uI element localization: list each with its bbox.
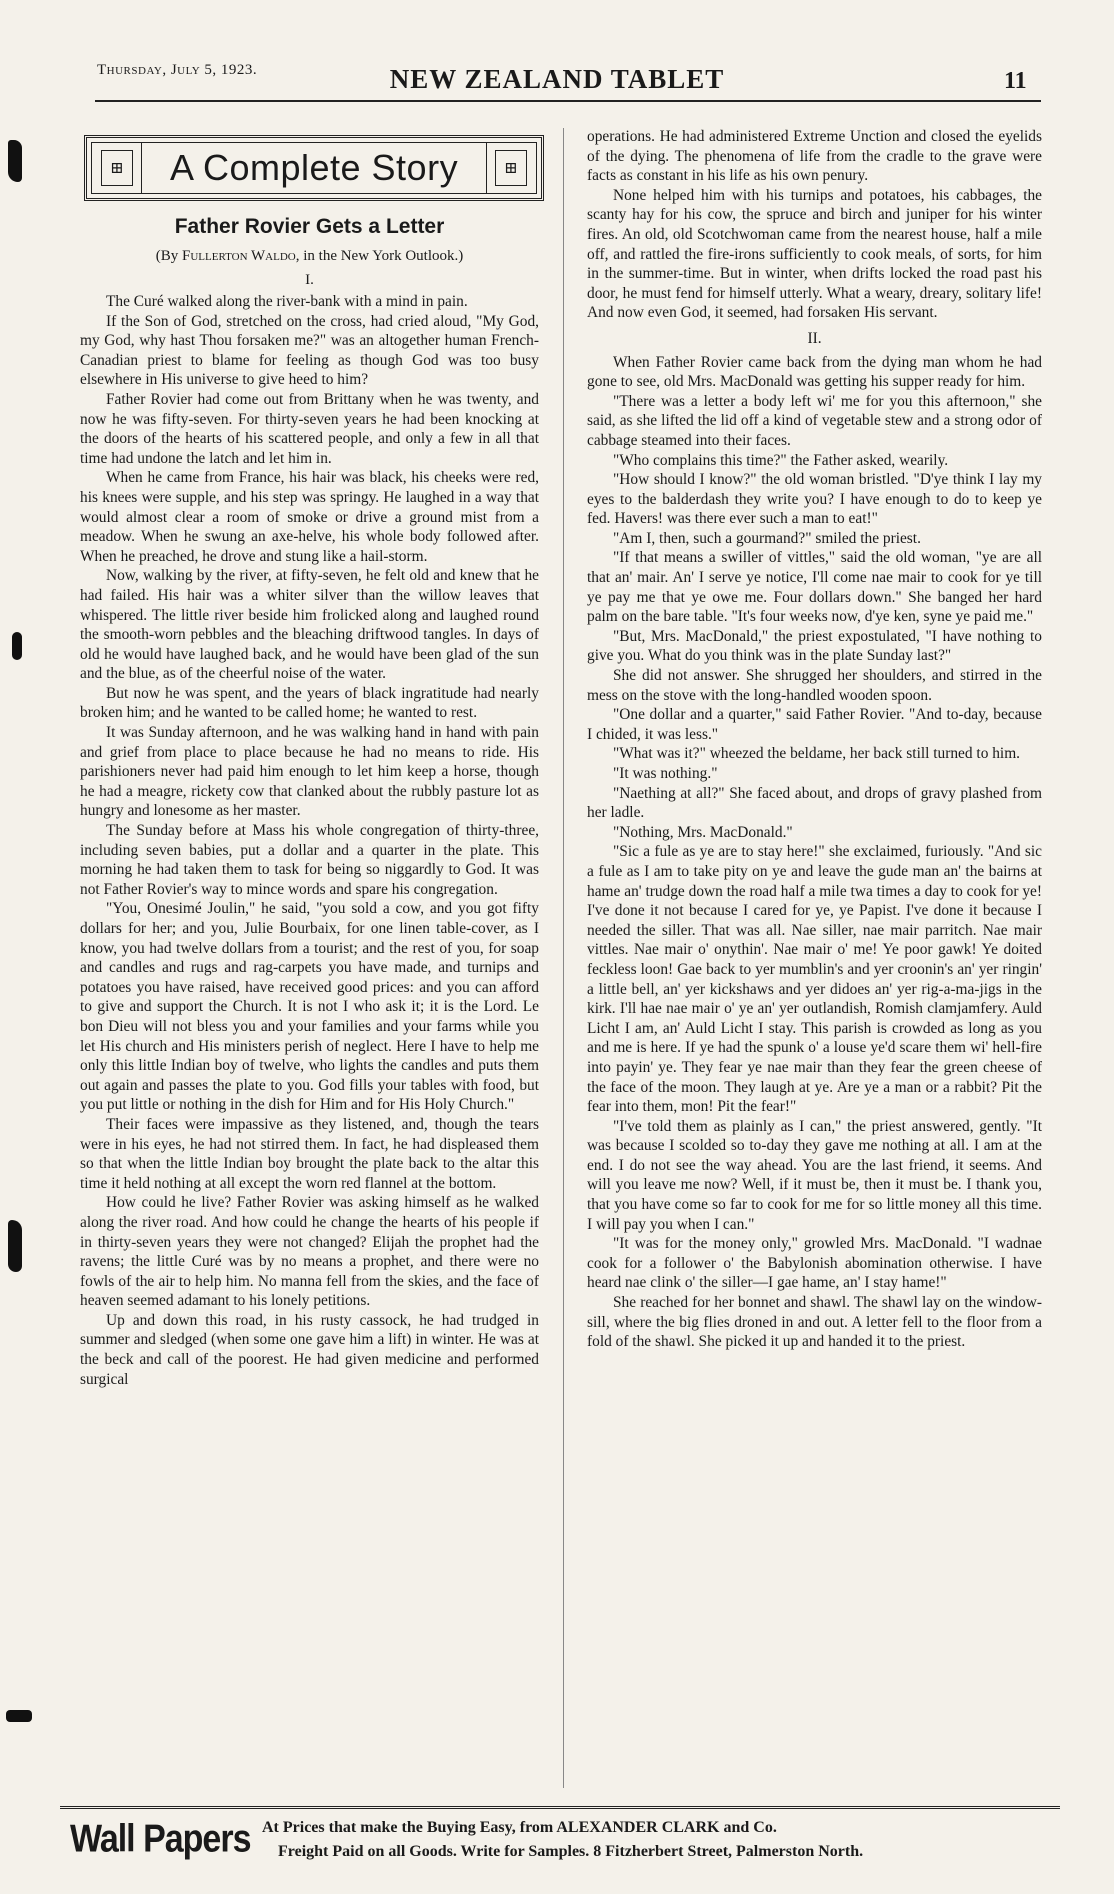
story-paragraph: "If that means a swiller of vittles," said the old woman, "ye are all that an' mair. An' I serve ye notice, I'll come nae mair to cook for ye till ye pay me that ye owe me. Four dollars down." She banged her hard palm on the bare table. "It's four weeks now, d'ye ken, syne ye paid me." <box>587 549 1042 626</box>
story-paragraph: "Nothing, Mrs. MacDonald." <box>613 823 793 841</box>
column-divider <box>563 128 564 1788</box>
story-paragraph: "You, Onesimé Joulin," he said, "you sold a cow, and you got fifty dollars for her; and you, Julie Bourbaix, for one linen table-cover, as I know, you had twelve dollars from a tourist; and the rest of you, for soap and candles and rugs and rag-carpets you have made, and turnips and potatoes you have raised, have received good prices: and you can afford to give and support the Church. It is not I who ask it; it is the Lord. Le bon Dieu will not bless you and your families and your farms while you let His church and His ministers perish of neglect. Here I have to help me only this little Indian boy of twelve, who lights the candles and puts them out again and passes the plate to you. God fills your tables with food, but you put little or nothing in the dish for Him and for His Holy Church." <box>80 900 539 1114</box>
advert-brand: Wall Papers <box>70 1817 251 1861</box>
story-paragraph: She did not answer. She shrugged her shoulders, and stirred in the mess on the stove with the long-handled wooden spoon. <box>587 667 1042 704</box>
story-paragraph: Their faces were impassive as they listened, and, though the tears were in his eyes, he had not stirred them. In fact, he had displeased them so that when the little Indian boy brought the plate back to the altar this time it held nothing at all except the worn red flannel at the bottom. <box>80 1115 539 1192</box>
right-column <box>587 127 1042 1352</box>
byline-source: in the New York Outlook.) <box>303 248 464 264</box>
story-paragraph: But now he was spent, and the years of black ingratitude had nearly broken him; and he wanted to be called home; he wanted to rest. <box>80 684 539 722</box>
story-paragraph: "I've told them as plainly as I can," the priest answered, gently. "It was because I scolded so to-day they gave me nothing at all. I am at the end. I do not see the way ahead. You are the last friend, it seems. And will you leave me now? Well, if it must be, then it must be. I thank you, that you have come so far to cook for me for so little money all this time. I will pay you when I can." <box>587 1117 1042 1233</box>
ornament-icon: ⊞ <box>495 150 527 186</box>
story-paragraph: operations. He had administered Extreme Unction and closed the eyelids of the dying. The phenomena of life from the cradle to the grave were facts as constant in his life as his own penury. <box>587 128 1042 185</box>
advert-line-2: Freight Paid on all Goods. Write for Samples. 8 Fitzherbert Street, Palmerston North. <box>278 1843 864 1860</box>
story-paragraph: "How should I know?" the old woman bristled. "D'ye think I lay my eyes to the balderdash they write you? I have enough to do to keep ye fed. Havers! was there ever such a man to eat!" <box>587 471 1042 528</box>
story-paragraph: "There was a letter a body left wi' me for you this afternoon," she said, as she lifted the lid off a kind of vegetable stew and a strong odor of cabbage steamed into their faces. <box>587 392 1042 449</box>
story-paragraph: Father Rovier had come out from Brittany when he was twenty, and now he was fifty-seven. For thirty-seven years he had been knocking at the doors of the hearts of his scattered people, and only a few in all that time had undone the latch and let him in. <box>80 390 539 467</box>
banner-title: A Complete Story <box>169 147 459 188</box>
story-paragraph: "Naething at all?" She faced about, and drops of gravy plashed from her ladle. <box>587 784 1042 822</box>
story-paragraph: "But, Mrs. MacDonald," the priest expostulated, "I have nothing to give you. What do you think was in the plate Sunday last?" <box>587 627 1042 665</box>
story-paragraph: None helped him with his turnips and potatoes, his cabbages, the scanty hay for his cow, the spruce and birch and juniper for his winter fires. An old, old Scotchwoman came from the nearest house, half a mile off, and rattled the fire-irons sufficiently to cook meals, of sorts, for him in the summer-time. But in winter, when drifts locked the road past his door, he must fend for himself utterly. What a weary, dreary, solitary life! And now even God, it seemed, had forsaken His servant. <box>587 186 1042 322</box>
story-paragraph: "Am I, then, such a gourmand?" smiled the priest. <box>613 529 921 547</box>
story-paragraph: How could he live? Father Rovier was asking himself as he walked along the river road. And how could he change the hearts of his people if in thirty-seven years they were not changed? Elijah the prophet had the ravens; the little Curé was by no means a prophet, and there were no fowls of the air to help him. No manna fell from the skies, and the face of heaven seemed adamant to his lonely petitions. <box>80 1194 539 1310</box>
story-paragraph: "Sic a fule as ye are to stay here!" she exclaimed, furiously. "And sic a fule as I am to take pity on ye and leave the gude man an' the bairns at hame an' trudge down the road half a mile twa times a day to cook for ye! I've done it not because I cared for ye, ye Papist. I've done it because I needed the siller. That was all. Nae siller, nae mair parritch. Nae mair vittles. Nae mair o' onythin'. Nae mair o' me! Ye poor gawk! Ye doited feckless loon! Gae back to yer mumblin's and yer croonin's an' yer ringin' a little bell, an' yer kickshaws and yer didoes an' yer rig-a-ma-jigs in the kirk. I'll hae nae mair o' ye an' yer outlandish, Romish clamjamfery. Auld Licht I am, an' Auld Licht I stay. This parish is crowded as long as you and me is here. If ye had the spunk o' a louse ye'd scare them wi' hell-fire into payin' ye. They fear ye nae mair than they fear the green cheese of the face of the moon. They laugh at ye. Are ye a man or a rabbit? Pit the fear into them, mon! Pit the fear!" <box>587 843 1042 1116</box>
margin-ink-mark <box>12 632 22 660</box>
header-rule <box>95 100 1041 102</box>
ornament-icon: ⊞ <box>101 150 133 186</box>
story-paragraph: Up and down this road, in his rusty cassock, he had trudged in summer and sledged (when some one gave him a lift) in winter. He was at the beck and call of the poorest. He had given medicine and performed surgical <box>80 1311 539 1388</box>
issue-date: Thursday, July 5, 1923. <box>97 62 258 78</box>
story-paragraph: When he came from France, his hair was black, his cheeks were red, his knees were supple, and his step was springy. He laughed in a way that would almost clear a room of smoke or drive a ground mist from a meadow. When he swung an axe-helve, his whole body followed after. When he preached, he drove and stung like a hail-storm. <box>80 469 539 565</box>
masthead-title: NEW ZEALAND TABLET <box>389 64 725 94</box>
story-headline: Father Rovier Gets a Letter <box>174 215 445 238</box>
margin-ink-mark <box>8 1220 22 1272</box>
right-column-part-1 <box>587 127 1042 323</box>
story-paragraph: The Curé walked along the river-bank with a mind in pain. <box>106 293 468 310</box>
story-paragraph: If the Son of God, stretched on the cross, had cried aloud, "My God, my God, why hast Thou forsaken me?" was an altogether human French-Canadian priest to blame for feeling as though God was too busy elsewhere in His universe to give heed to him? <box>80 312 539 389</box>
margin-ink-mark <box>8 140 22 182</box>
story-paragraph: When Father Rovier came back from the dying man whom he had gone to see, old Mrs. MacDonald was getting his supper ready for him. <box>587 353 1042 391</box>
left-column <box>80 292 539 1389</box>
banner-divider <box>141 142 142 194</box>
story-paragraph: "One dollar and a quarter," said Father Rovier. "And to-day, because I chided, it was less." <box>587 706 1042 743</box>
margin-ink-mark <box>6 1710 32 1722</box>
story-paragraph: It was Sunday afternoon, and he was walking hand in hand with pain and grief from place to place because he had no means to ride. His parishioners never had paid him enough to let him keep a horse, though he had a meagre, rickety cow that clanked about the rubbly pasture lot as hungry and lonesome as her master. <box>80 724 539 820</box>
story-paragraph: She reached for her bonnet and shawl. The shawl lay on the window-sill, where the big flies droned in and out. A letter fell to the floor from a fold of the shawl. She picked it up and handed it to the priest. <box>587 1294 1042 1351</box>
section-heading-2: II. <box>807 329 822 347</box>
page-number: 11 <box>1004 68 1027 94</box>
story-paragraph: "What was it?" wheezed the beldame, her back still turned to him. <box>613 745 1021 763</box>
story-paragraph: "Who complains this time?" the Father asked, wearily. <box>613 451 949 469</box>
advert-line-1: At Prices that make the Buying Easy, from ALEXANDER CLARK and Co. <box>262 1819 777 1836</box>
byline-prefix: (By <box>155 248 179 264</box>
banner-divider <box>486 142 487 194</box>
right-column-part-2 <box>587 353 1042 1352</box>
story-paragraph: "It was nothing." <box>613 765 718 782</box>
story-paragraph: Now, walking by the river, at fifty-seven, he felt old and knew that he had failed. His hair was a whiter silver than the willow leaves that whispered. The little river beside him frolicked along and laughed round the smooth-worn pebbles and the bleaching driftwood tangles. In days of old he would have laughed back, and he would have been glad of the sun and the blue, as of the cheerful noise of the water. <box>80 567 539 683</box>
story-paragraph: The Sunday before at Mass his whole congregation of thirty-three, including seven babies, put a dollar and a quarter in the plate. This morning he had taken them to task for being so niggardly to God. It was not Father Rovier's way to mince words and spare his congregation. <box>80 822 539 898</box>
story-banner <box>84 135 544 201</box>
byline <box>80 248 539 265</box>
advert-rule <box>60 1806 1060 1809</box>
section-heading-1: I. <box>305 272 314 288</box>
byline-author: Fullerton Waldo, <box>182 248 300 264</box>
story-paragraph: "It was for the money only," growled Mrs. MacDonald. "I wadnae cook for a follower o' the Babylonish abomination otherwise. I have heard nae clink o' the siller—I gae hame, an' I stay hame!" <box>587 1235 1042 1292</box>
